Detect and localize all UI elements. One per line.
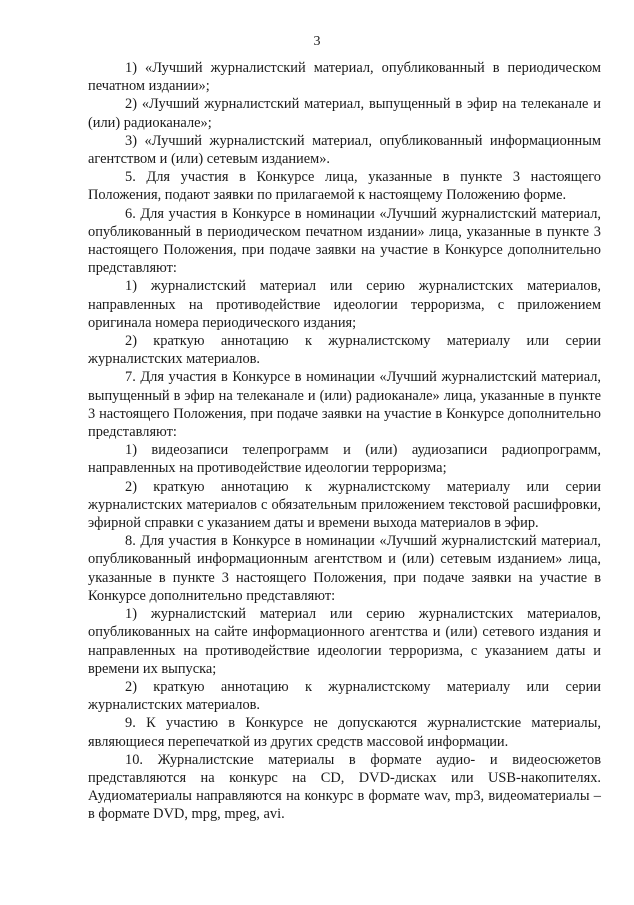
paragraph-nomination-1: 1) «Лучший журналистский материал, опубликованный в периодическом печатном издании»; xyxy=(88,60,601,95)
paragraph-nomination-2: 2) «Лучший журналистский материал, выпущенный в эфир на телеканале и (или) радиоканале»; xyxy=(88,96,601,131)
paragraph-nomination-3: 3) «Лучший журналистский материал, опубликованный информационным агентством и (или) сетевым изданием». xyxy=(88,132,601,168)
page-number: 3 xyxy=(313,34,321,49)
paragraph-8-item-2: 2) краткую аннотацию к журналистскому материалу или серии журналистских материалов. xyxy=(88,678,601,714)
paragraph-7-item-1: 1) видеозаписи телепрограмм и (или) аудиозаписи радиопрограмм, направленных на противодействие идеологии терроризма; xyxy=(88,442,601,477)
paragraph-8-item-1: 1) журналистский материал или серию журналистских материалов, опубликованных на сайте информационного агентства и (или) сетевого издания и направленных на противодействие идеологии терроризма, с указанием даты и времени их выпуска; xyxy=(88,606,601,677)
document-body xyxy=(88,59,601,824)
paragraph-7-item-2: 2) краткую аннотацию к журналистскому материалу или серии журналистских материалов с обязательным приложением текстовой расшифровки, эфирной справки с указанием даты и времени выхода материалов в эфир. xyxy=(88,478,601,532)
paragraph-9: 9. К участию в Конкурсе не допускаются журналистские материалы, являющиеся перепечаткой из других средств массовой информации. xyxy=(88,715,601,750)
paragraph-6-item-1: 1) журналистский материал или серию журналистских материалов, направленных на противодействие идеологии терроризма, с приложением оригинала номера периодического издания; xyxy=(88,278,601,331)
paragraph-6: 6. Для участия в Конкурсе в номинации «Лучший журналистский материал, опубликованный в периодическом печатном издании» лица, указанные в пункте 3 настоящего Положения, при подаче заявки на участие в Конкурсе дополнительно представляют: xyxy=(88,205,601,277)
paragraph-6-item-2: 2) краткую аннотацию к журналистскому материалу или серии журналистских материалов. xyxy=(88,333,601,368)
paragraph-5: 5. Для участия в Конкурсе лица, указанные в пункте 3 настоящего Положения, подают заявки по прилагаемой к настоящему Положению форме. xyxy=(88,169,601,204)
paragraph-10: 10. Журналистские материалы в формате аудио- и видеосюжетов представляются на конкурс на CD, DVD-дисках или USB-накопителях. Аудиоматериалы направляются на конкурс в формате wav, mp3, видеоматериалы – в формате DVD, mpg, mpeg, avi. xyxy=(88,751,601,823)
paragraph-7: 7. Для участия в Конкурсе в номинации «Лучший журналистский материал, выпущенный в эфир на телеканале и (или) радиоканале» лица, указанные в пункте 3 настоящего Положения, при подаче заявки на участие в Конкурсе дополнительно представляют: xyxy=(88,369,601,441)
paragraph-8: 8. Для участия в Конкурсе в номинации «Лучший журналистский материал, опубликованный информационным агентством и (или) сетевым изданием» лица, указанные в пункте 3 настоящего Положения, при подаче заявки на участие в Конкурсе дополнительно представляют: xyxy=(88,533,601,604)
